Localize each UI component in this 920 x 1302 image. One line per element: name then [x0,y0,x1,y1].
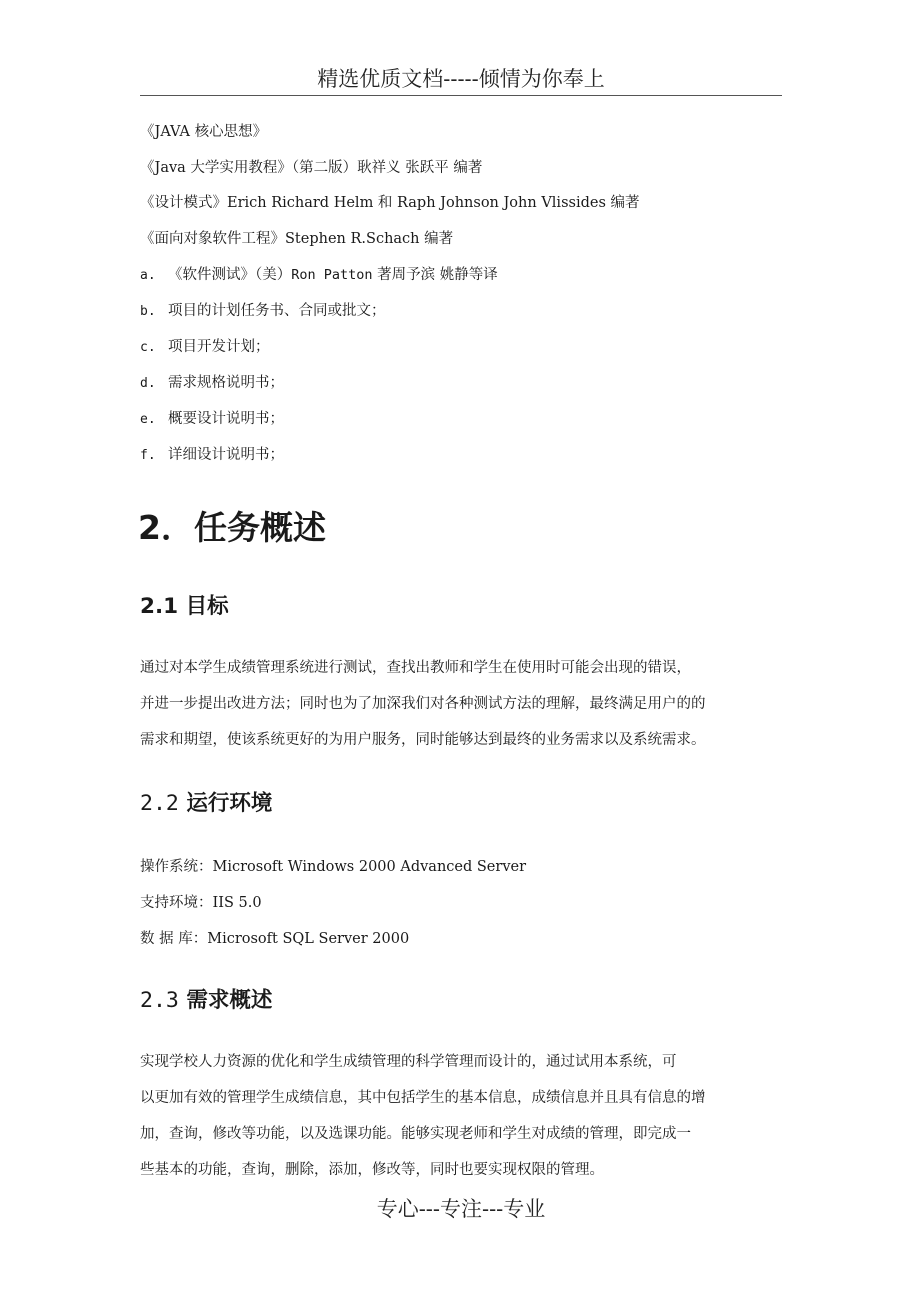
requirements-line: 以更加有效的管理学生成绩信息，其中包括学生的基本信息，成绩信息并且具有信息的增 [140,1090,706,1106]
list-text: 项目的计划任务书、合同或批文； [168,303,386,319]
requirements-heading-text: 需求概述 [186,988,273,1013]
list-text: 项目开发计划； [168,339,270,355]
page-footer: 专心---专注---专业 [376,1197,546,1221]
requirements-heading-number: 2.3 [140,988,179,1013]
list-text-pre: 《软件测试》（美） [168,267,292,283]
reference-1: 《JAVA 核心思想》 [140,124,268,140]
env-os: 操作系统：Microsoft Windows 2000 Advanced Server [140,859,527,875]
list-text: 概要设计说明书； [168,411,284,427]
list-marker: c. [140,340,156,355]
environment-heading [140,789,272,819]
list-item [140,337,270,358]
list-marker: f. [140,448,156,463]
requirements-line: 些基本的功能，查询，删除，添加，修改等，同时也要实现权限的管理。 [140,1162,604,1178]
list-item [140,445,284,466]
env-database: 数 据 库：Microsoft SQL Server 2000 [140,931,410,947]
requirements-line: 实现学校人力资源的优化和学生成绩管理的科学管理而设计的，通过试用本系统，可 [140,1054,677,1070]
list-text: 需求规格说明书； [168,375,284,391]
goal-line: 并进一步提出改进方法；同时也为了加深我们对各种测试方法的理解，最终满足用户的的 [140,696,706,712]
reference-4: 《面向对象软件工程》Stephen R.Schach 编著 [140,231,454,247]
list-marker: b. [140,304,156,319]
goal-heading: 2.1 目标 [140,594,229,619]
requirements-line: 加，查询，修改等功能，以及选课功能。能够实现老师和学生对成绩的管理，即完成一 [140,1126,691,1142]
list-text-mono: Ron Patton [291,267,373,283]
reference-2: 《Java 大学实用教程》（第二版）耿祥义 张跃平 编著 [140,160,483,176]
list-item [140,265,498,286]
list-marker: d. [140,376,156,391]
list-text-post: 著周予滨 姚静等译 [372,267,498,283]
list-marker: e. [140,412,156,427]
requirements-heading [140,986,272,1016]
goal-paragraph [140,650,780,758]
goal-line: 通过对本学生成绩管理系统进行测试，查找出教师和学生在使用时可能会出现的错误， [140,660,691,676]
goal-line: 需求和期望，使该系统更好的为用户服务，同时能够达到最终的业务需求以及系统需求。 [140,732,706,748]
reference-3: 《设计模式》Erich Richard Helm 和 Raph Johnson John Vlissides 编著 [140,195,640,211]
environment-heading-text: 运行环境 [186,791,273,816]
list-item [140,409,284,430]
environment-heading-number: 2.2 [140,791,179,816]
list-text: 详细设计说明书； [168,447,284,463]
page-header: 精选优质文档-----倾情为你奉上 [140,66,782,96]
list-item [140,373,284,394]
env-support: 支持环境：IIS 5.0 [140,895,262,911]
list-marker: a. [140,268,156,283]
section-title: 2．任务概述 [138,508,326,547]
requirements-paragraph [140,1044,780,1188]
list-item [140,301,386,322]
